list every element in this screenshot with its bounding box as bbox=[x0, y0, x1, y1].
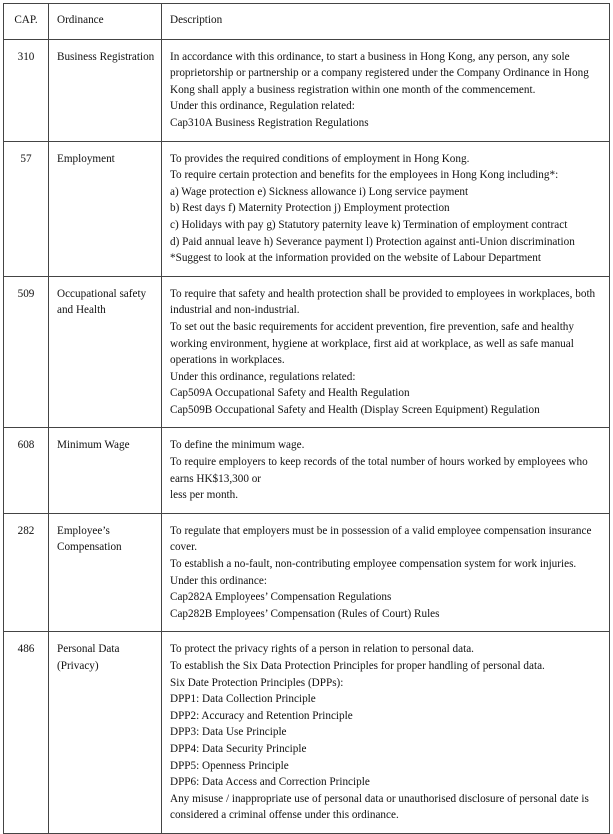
description-line: Under this ordinance: bbox=[170, 574, 267, 587]
description-cell bbox=[162, 276, 610, 428]
header-ordinance: Ordinance bbox=[49, 4, 162, 40]
ordinance-name: Employment bbox=[49, 141, 162, 276]
header-description: Description bbox=[162, 4, 610, 40]
description-line: Cap509B Occupational Safety and Health (Display Screen Equipment) Regulation bbox=[170, 403, 540, 416]
ordinance-name: Occupational safety and Health bbox=[49, 276, 162, 428]
table-row bbox=[4, 276, 610, 428]
description-cell bbox=[162, 141, 610, 276]
description-line: Under this ordinance, regulations related: bbox=[170, 370, 356, 383]
table-row bbox=[4, 141, 610, 276]
description-line: To define the minimum wage. bbox=[170, 439, 305, 452]
description-line: c) Holidays with pay g) Statutory paternity leave k) Termination of employment contract bbox=[170, 218, 568, 231]
description-line: DPP4: Data Security Principle bbox=[170, 742, 307, 755]
cap-number: 282 bbox=[4, 513, 49, 632]
description-line: To require certain protection and benefits for the employees in Hong Kong including*: bbox=[170, 169, 559, 182]
description-line: To provides the required conditions of employment in Hong Kong. bbox=[170, 152, 470, 165]
description-line: In accordance with this ordinance, to start a business in Hong Kong, any person, any sole proprietorship or partnership or a company registered under the Company Ordinance in Hong Kong shall apply a business registration within one month of the commencement. bbox=[170, 50, 589, 96]
description-cell bbox=[162, 428, 610, 513]
description-line: Cap282A Employees’ Compensation Regulations bbox=[170, 591, 392, 604]
description-line: DPP5: Openness Principle bbox=[170, 759, 289, 772]
description-line: To establish the Six Data Protection Principles for proper handling of personal data. bbox=[170, 660, 545, 672]
description-line: Six Date Protection Principles (DPPs): bbox=[170, 676, 344, 689]
ordinance-name: Employee’s Compensation bbox=[49, 513, 162, 632]
ordinance-name: Minimum Wage bbox=[49, 428, 162, 513]
cap-number: 310 bbox=[4, 39, 49, 141]
description-line: a) Wage protection e) Sickness allowance i) Long service payment bbox=[170, 185, 469, 198]
description-cell bbox=[162, 632, 610, 834]
table-row bbox=[4, 428, 610, 513]
ordinance-name: Personal Data (Privacy) bbox=[49, 632, 162, 834]
table-row bbox=[4, 39, 610, 141]
cap-number: 509 bbox=[4, 276, 49, 428]
description-line: DPP3: Data Use Principle bbox=[170, 726, 287, 739]
description-line: To require employers to keep records of the total number of hours worked by employees who earns HK$13,300 or bbox=[170, 456, 588, 485]
description-line: less per month. bbox=[170, 489, 239, 502]
description-line: Cap509A Occupational Safety and Health Regulation bbox=[170, 387, 410, 400]
description-cell bbox=[162, 513, 610, 632]
table-header-row bbox=[4, 4, 610, 40]
description-line: Cap282B Employees’ Compensation (Rules of Court) Rules bbox=[170, 607, 440, 620]
description-line: DPP2: Accuracy and Retention Principle bbox=[170, 709, 353, 722]
description-line: To protect the privacy rights of a person in relation to personal data. bbox=[170, 643, 474, 656]
description-cell bbox=[162, 39, 610, 141]
description-line: To regulate that employers must be in possession of a valid employee compensation insurance cover. bbox=[170, 524, 592, 554]
table-row bbox=[4, 632, 610, 834]
description-line: Under this ordinance, Regulation related: bbox=[170, 100, 355, 113]
description-line: Any misuse / inappropriate use of personal data or unauthorised disclosure of personal date is considered a criminal offense under this ordinance. bbox=[170, 792, 589, 822]
description-line: b) Rest days f) Maternity Protection j) Employment protection bbox=[170, 202, 450, 215]
description-line: To establish a no-fault, non-contributing employee compensation system for work injuries. bbox=[170, 558, 577, 571]
table-body bbox=[4, 39, 610, 833]
description-line: Cap310A Business Registration Regulations bbox=[170, 116, 369, 129]
description-line: DPP6: Data Access and Correction Principle bbox=[170, 776, 370, 789]
description-line: To set out the basic requirements for accident prevention, fire prevention, safe and healthy working environment, hygiene at workplace, first aid at workplace, as well as safe manual operations in workplaces. bbox=[170, 320, 574, 367]
description-line: *Suggest to look at the information provided on the website of Labour Department bbox=[170, 252, 541, 265]
description-line: To require that safety and health protection shall be provided to employees in workplaces, both industrial and non-industrial. bbox=[170, 287, 596, 317]
cap-number: 57 bbox=[4, 141, 49, 276]
description-line: DPP1: Data Collection Principle bbox=[170, 693, 316, 706]
ordinance-name: Business Registration bbox=[49, 39, 162, 141]
ordinance-table bbox=[3, 3, 610, 834]
cap-number: 486 bbox=[4, 632, 49, 834]
description-line: d) Paid annual leave h) Severance payment l) Protection against anti-Union discrimination bbox=[170, 235, 575, 248]
cap-number: 608 bbox=[4, 428, 49, 513]
table-row bbox=[4, 513, 610, 632]
header-cap: CAP. bbox=[4, 4, 49, 40]
